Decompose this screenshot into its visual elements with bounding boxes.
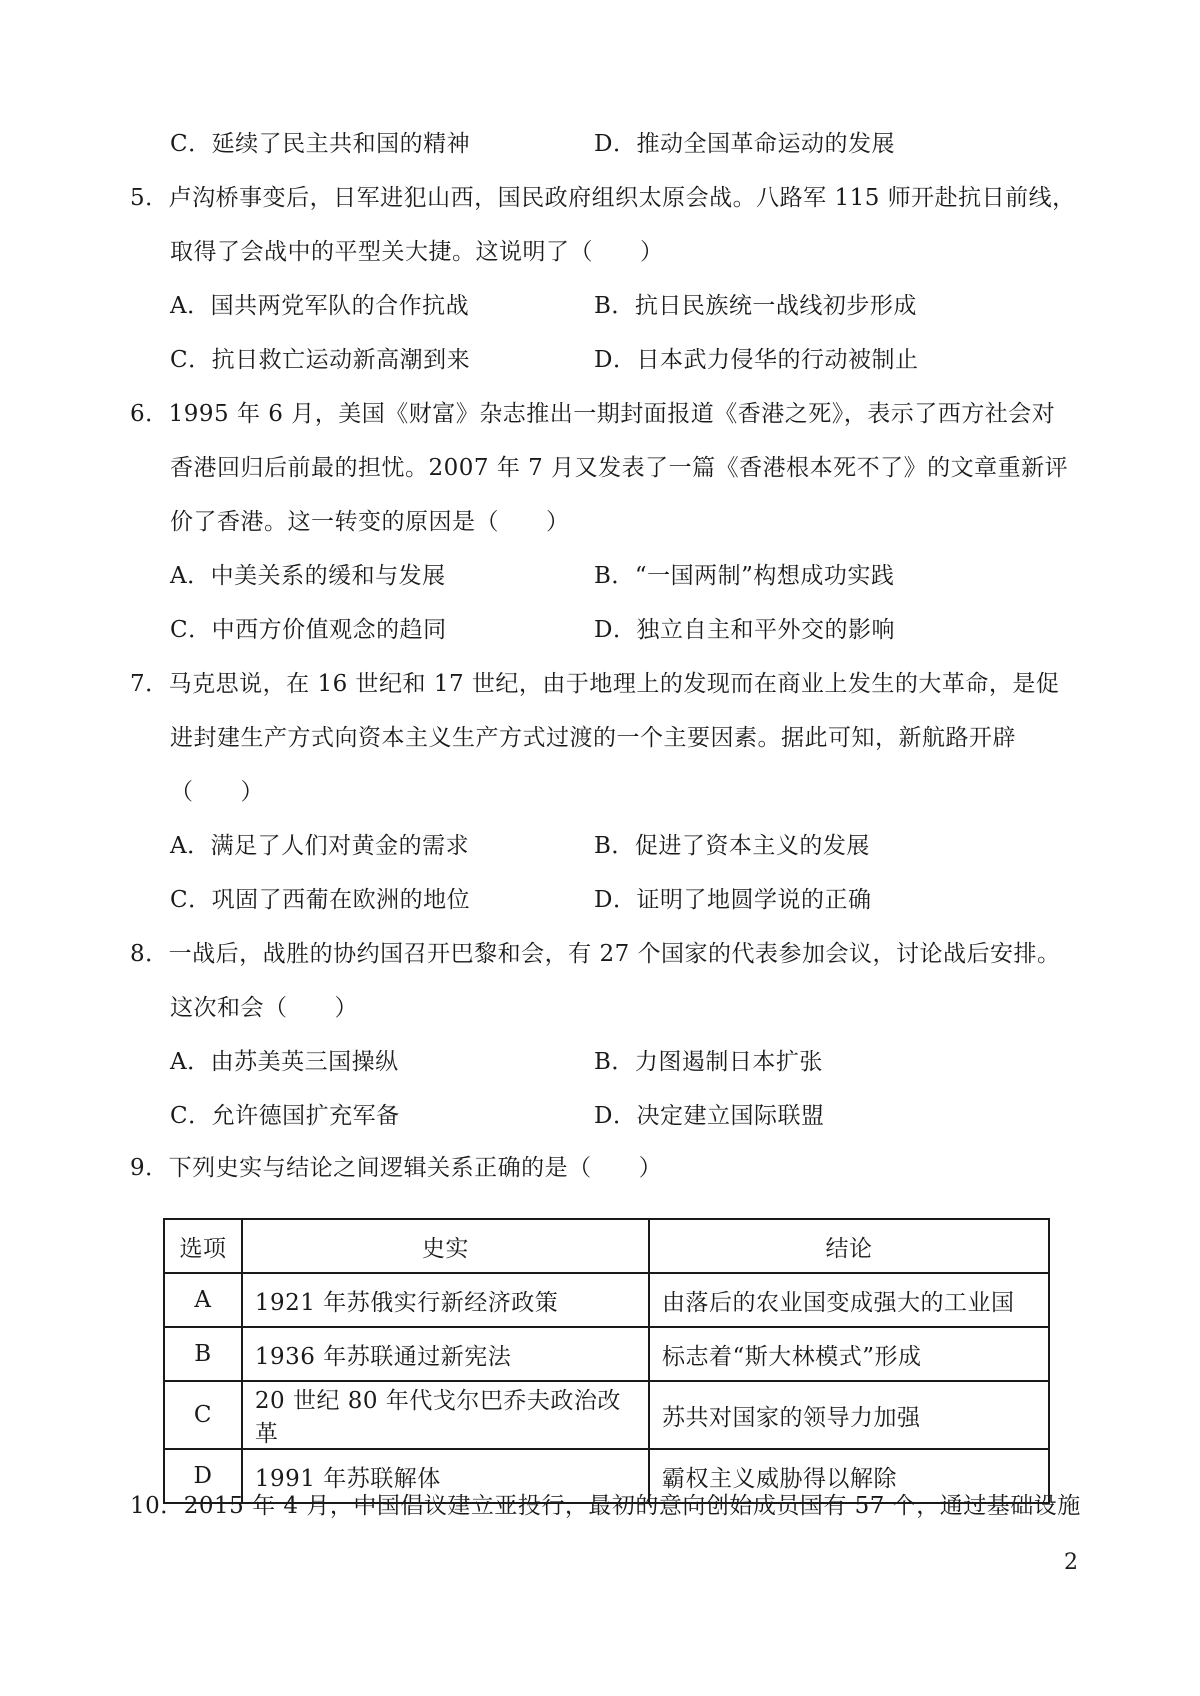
text-line: 进封建生产方式向资本主义生产方式过渡的一个主要因素。据此可知，新航路开辟: [170, 725, 1016, 751]
text-line: C．允许德国扩充军备: [170, 1103, 400, 1129]
row-fact: 1921 年苏俄实行新经济政策: [242, 1273, 649, 1327]
text-line: 价了香港。这一转变的原因是（ ）: [170, 509, 570, 535]
text-line: D．决定建立国际联盟: [594, 1103, 825, 1129]
text-line: B．力图遏制日本扩张: [594, 1049, 823, 1075]
text-line: C．抗日救亡运动新高潮到来: [170, 347, 471, 373]
text-line: 6．1995 年 6 月，美国《财富》杂志推出一期封面报道《香港之死》，表示了西方社会对: [130, 401, 1056, 427]
row-conclusion: 标志着“斯大林模式”形成: [649, 1327, 1049, 1381]
header-option: 选项: [164, 1219, 242, 1273]
row-option: C: [164, 1381, 242, 1449]
text-line: D．推动全国革命运动的发展: [594, 131, 895, 157]
table-header-row: [164, 1219, 1049, 1273]
facts-conclusions-table: [163, 1218, 1050, 1504]
text-line: 10．2015 年 4 月，中国倡议建立亚投行，最初的意向创始成员国有 57 个，通过基础设施: [130, 1493, 1081, 1519]
text-line: D．证明了地圆学说的正确: [594, 887, 872, 913]
row-option: B: [164, 1327, 242, 1381]
text-line: A．满足了人们对黄金的需求: [170, 833, 470, 859]
page-number: 2: [1064, 1550, 1078, 1575]
row-conclusion: 霸权主义威胁得以解除: [649, 1449, 1049, 1503]
table-row: [164, 1381, 1049, 1449]
text-line: A．国共两党军队的合作抗战: [170, 293, 470, 319]
row-fact: 20 世纪 80 年代戈尔巴乔夫政治改革: [242, 1381, 649, 1449]
text-line: （ ）: [170, 779, 264, 805]
row-option: D: [164, 1449, 242, 1503]
text-line: 取得了会战中的平型关大捷。这说明了（ ）: [170, 239, 664, 265]
table-row: [164, 1273, 1049, 1327]
text-line: 9．下列史实与结论之间逻辑关系正确的是（ ）: [130, 1155, 663, 1181]
text-line: 7．马克思说，在 16 世纪和 17 世纪，由于地理上的发现而在商业上发生的大革命，是促: [130, 671, 1060, 697]
row-conclusion: 苏共对国家的领导力加强: [649, 1381, 1049, 1449]
text-line: 香港回归后前最的担忧。2007 年 7 月又发表了一篇《香港根本死不了》的文章重新评: [170, 455, 1069, 481]
row-conclusion: 由落后的农业国变成强大的工业国: [649, 1273, 1049, 1327]
text-line: 5．卢沟桥事变后，日军进犯山西，国民政府组织太原会战。八路军 115 师开赴抗日前线，: [130, 185, 1076, 211]
header-conclusion: 结论: [649, 1219, 1049, 1273]
text-line: D．独立自主和平外交的影响: [594, 617, 895, 643]
text-line: C．中西方价值观念的趋同: [170, 617, 447, 643]
row-fact: 1991 年苏联解体: [242, 1449, 649, 1503]
text-line: 8．一战后，战胜的协约国召开巴黎和会，有 27 个国家的代表参加会议，讨论战后安排。: [130, 941, 1061, 967]
text-line: A．中美关系的缓和与发展: [170, 563, 446, 589]
text-line: 这次和会（ ）: [170, 995, 358, 1021]
text-line: C．延续了民主共和国的精神: [170, 131, 471, 157]
text-line: D．日本武力侵华的行动被制止: [594, 347, 919, 373]
text-line: B．“一国两制”构想成功实践: [594, 563, 895, 589]
table-row: [164, 1327, 1049, 1381]
row-fact: 1936 年苏联通过新宪法: [242, 1327, 649, 1381]
text-line: A．由苏美英三国操纵: [170, 1049, 399, 1075]
text-line: B．抗日民族统一战线初步形成: [594, 293, 917, 319]
text-line: C．巩固了西葡在欧洲的地位: [170, 887, 471, 913]
table-row: [164, 1449, 1049, 1503]
header-fact: 史实: [242, 1219, 649, 1273]
row-option: A: [164, 1273, 242, 1327]
text-line: B．促进了资本主义的发展: [594, 833, 870, 859]
